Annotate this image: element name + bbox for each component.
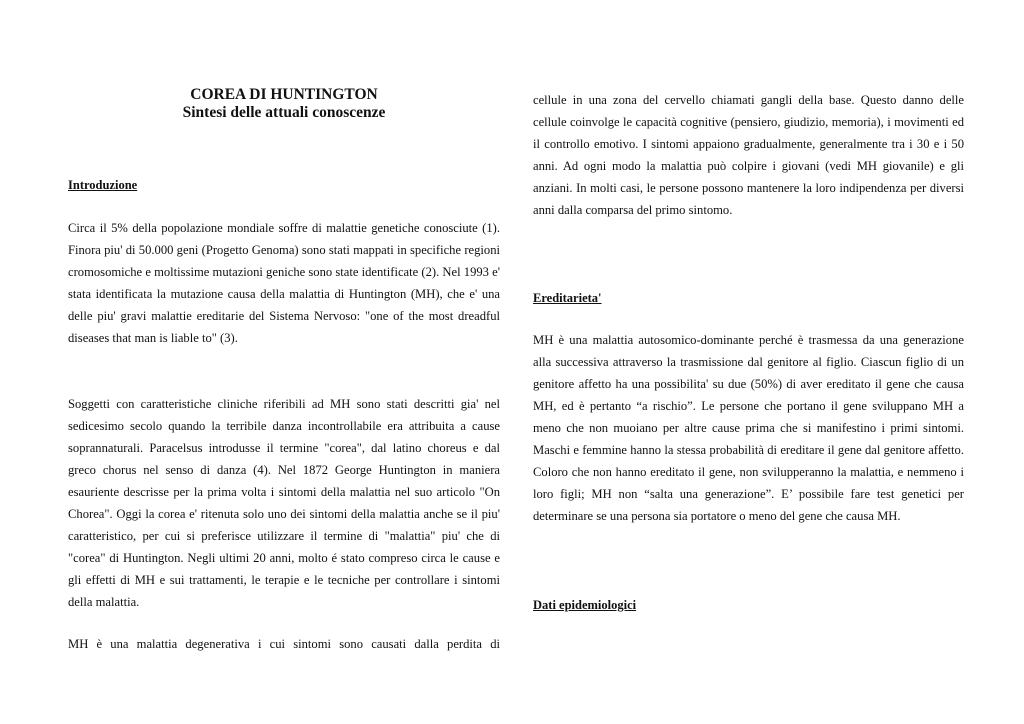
left-paragraph-3: MH è una malattia degenerativa i cui sintomi sono causati dalla perdita di <box>68 637 500 651</box>
heading-dati-epidemiologici: Dati epidemiologici <box>533 598 637 612</box>
left-paragraph-2: Soggetti con caratteristiche cliniche riferibili ad MH sono stati descritti gia' nel sedicesimo secolo quando la terribile danza incontrollabile era attribuita a cause soprannaturali. Paracelsus introdusse il termine "corea", dal latino choreus e dal greco chorus nel senso di danza (4). Nel 1872 George Huntington in maniera esauriente descrisse per la prima volta i sintomi della malattia nel suo articolo "On Chorea". Oggi la corea e' ritenuta solo uno dei sintomi della malattia anche se il piu' caratteristico, per cui si preferisce utilizzare il termine di "malattia" piu' che di "corea" di Huntington. Negli ultimi 20 anni, molto é stato compreso circa le cause e gli effetti di MH e sui trattamenti, le terapie e le tecniche per controllare i sintomi della malattia. <box>68 397 500 609</box>
heading-introduzione: Introduzione <box>68 178 138 192</box>
heading-ereditarieta: Ereditarieta' <box>533 291 602 305</box>
right-paragraph-1: cellule in una zona del cervello chiamati gangli della base. Questo danno delle cellule coinvolge le capacità cognitive (pensiero, giudizio, memoria), i movimenti ed il controllo emotivo. I sintomi appaiono gradualmente, generalmente tra i 30 e i 50 anni. Ad ogni modo la malattia può colpire i giovani (vedi MH giovanile) e gli anziani. In molti casi, le persone possono mantenere la loro indipendenza per diversi anni dalla comparsa del primo sintomo. <box>533 93 964 217</box>
document-subtitle: Sintesi delle attuali conoscenze <box>182 104 386 121</box>
left-paragraph-1: Circa il 5% della popolazione mondiale soffre di malattie genetiche conosciute (1). Finora piu' di 50.000 geni (Progetto Genoma) sono stati mappati in specifiche regioni cromosomiche e moltissime mutazioni geniche sono state identificate (2). Nel 1993 e' stata identificata la mutazione causa della malattia di Huntington (MH), che e' una delle piu' gravi malattie ereditarie del Sistema Nervoso: "one of the most dreadful diseases that man is liable to" (3). <box>68 221 500 345</box>
title-block <box>68 86 500 122</box>
right-paragraph-2: MH è una malattia autosomico-dominante perché è trasmessa da una generazione alla successiva attraverso la trasmissione dal genitore al figlio. Ciascun figlio di un genitore affetto ha una possibilita' su due (50%) di aver ereditato il gene che causa MH, ed è pertanto “a rischio”. Le persone che portano il gene sviluppano MH a meno che non muoiano per altre cause prima che si manifestino i primi sintomi. Maschi e femmine hanno la stessa probabilità di ereditare il gene dal genitore affetto. Coloro che non hanno ereditato il gene, non svilupperanno la malattia, e nemmeno i loro figli; MH non “salta una generazione”. E’ possibile fare test genetici per determinare se una persona sia portatore o meno del gene che causa MH. <box>533 333 964 523</box>
document-title: COREA DI HUNTINGTON <box>190 86 378 103</box>
